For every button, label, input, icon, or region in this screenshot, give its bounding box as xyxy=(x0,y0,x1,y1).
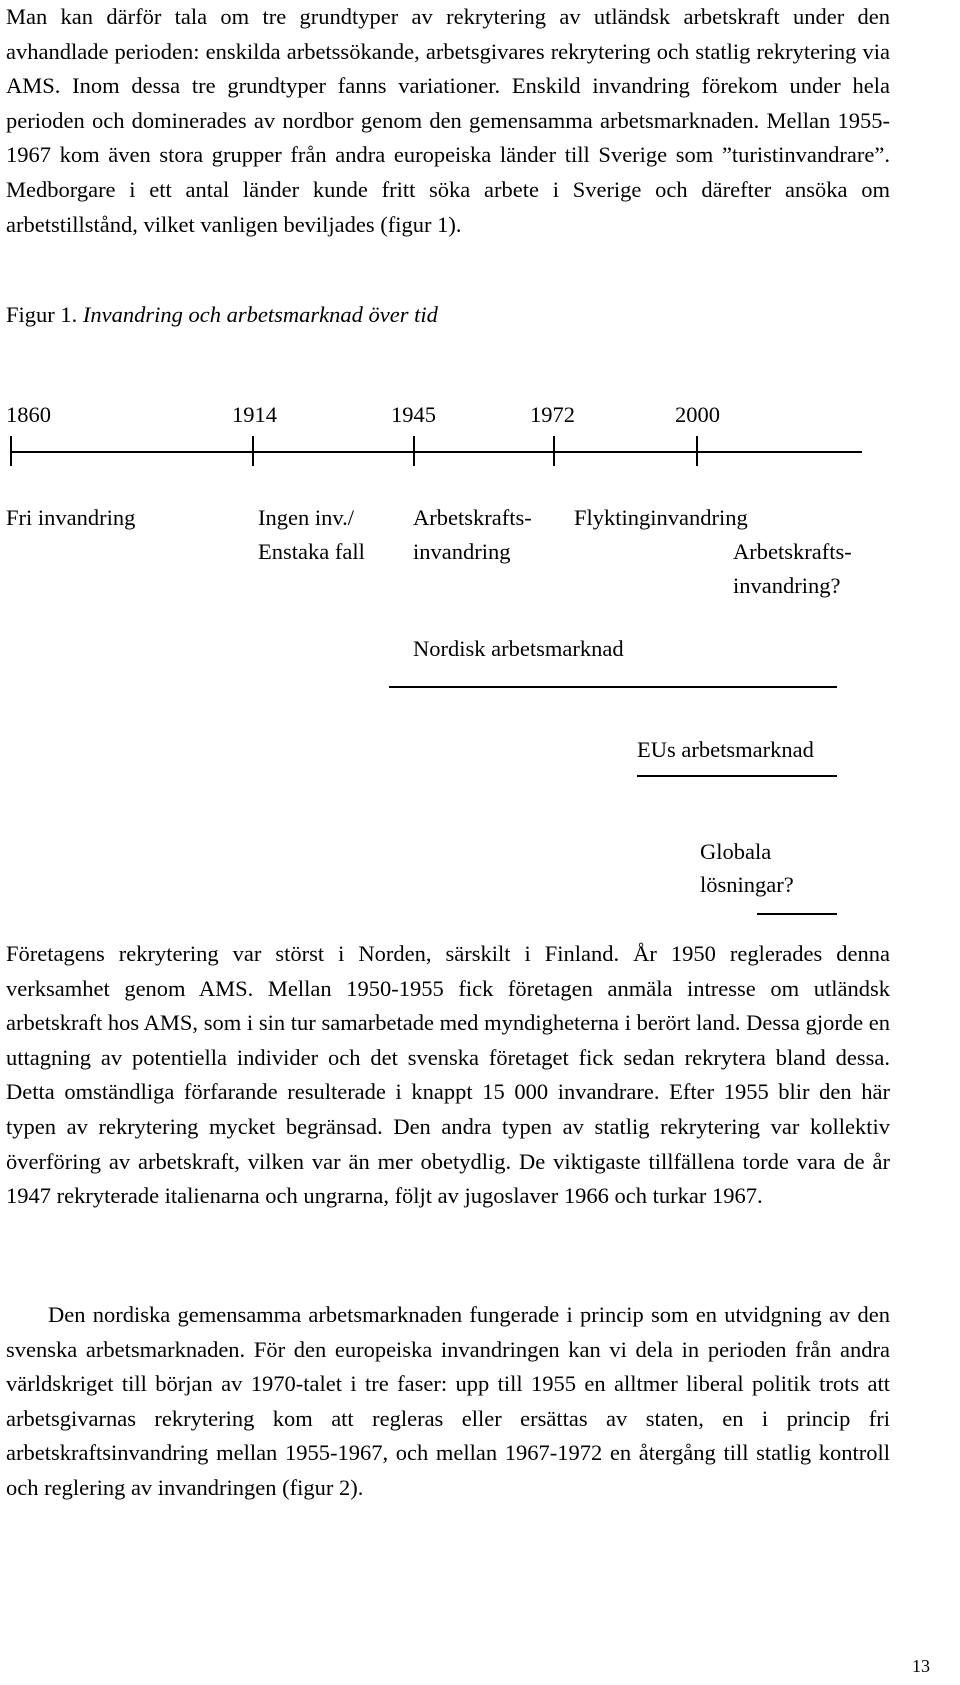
period-arbetskrafts-q-line2: invandring? xyxy=(733,573,841,598)
tick-1860 xyxy=(10,436,12,466)
period-arbetskrafts-q-line1: Arbetskrafts- xyxy=(733,539,852,564)
year-1860: 1860 xyxy=(6,402,51,427)
market-nordisk-line xyxy=(389,686,837,688)
figure-caption-label: Figur 1. xyxy=(6,302,78,327)
year-2000: 2000 xyxy=(675,402,720,427)
market-globala-line xyxy=(757,913,837,915)
tick-1914 xyxy=(252,436,254,466)
period-flyktinginvandring: Flyktinginvandring xyxy=(574,505,748,530)
timeline-axis xyxy=(10,451,862,453)
tick-1972 xyxy=(553,436,555,466)
period-ingen-line1: Ingen inv./ xyxy=(258,505,355,530)
year-1945: 1945 xyxy=(391,402,436,427)
period-ingen-line2: Enstaka fall xyxy=(258,539,365,564)
tick-1945 xyxy=(413,436,415,466)
market-eu: EUs arbetsmarknad xyxy=(637,737,814,762)
market-globala-line1: Globala xyxy=(700,839,772,864)
page-number: 13 xyxy=(912,1656,930,1676)
market-nordisk: Nordisk arbetsmarknad xyxy=(413,636,624,661)
paragraph-3: Den nordiska gemensamma arbetsmarknaden fungerade i princip som en utvidgning av den svenska arbetsmarknaden. För den europeiska invandringen kan vi dela in perioden från andra världskriget till början av 1970-talet i tre faser: upp till 1955 en alltmer liberal politik trots att arbetsgivarnas rekrytering kom att regleras eller ersättas av staten, en i princip fri arbetskraftsinvandring mellan 1955-1967, och mellan 1967-1972 en återgång till statlig kontroll och reglering av invandringen (figur 2). xyxy=(6,1302,890,1500)
year-1914: 1914 xyxy=(232,402,277,427)
market-eu-line xyxy=(637,775,837,777)
paragraph-2: Företagens rekrytering var störst i Norden, särskilt i Finland. År 1950 reglerades denna verksamhet genom AMS. Mellan 1950-1955 fick företagen anmäla intresse om utländsk arbetskraft hos AMS, som i sin tur samarbetade med myndigheterna i berört land. Dessa gjorde en uttagning av potentiella individer och det svenska företaget fick sedan rekrytera bland dessa. Detta omständliga förfarande resulterade i knappt 15 000 invandrare. Efter 1955 blir den här typen av rekrytering mycket begränsad. Den andra typen av statlig rekrytering var kollektiv överföring av arbetskraft, vilken var än mer obetydlig. De viktigaste tillfällena torde vara de år 1947 rekryterade italienarna och ungrarna, följt av jugoslaver 1966 och turkar 1967. xyxy=(6,941,890,1209)
figure-caption-title: Invandring och arbetsmarknad över tid xyxy=(82,302,438,327)
period-arbetskrafts-line1: Arbetskrafts- xyxy=(413,505,532,530)
figure-caption xyxy=(6,298,438,332)
market-globala-line2: lösningar? xyxy=(700,872,794,897)
period-fri-invandring: Fri invandring xyxy=(6,505,136,530)
period-arbetskrafts-line2: invandring xyxy=(413,539,511,564)
tick-2000 xyxy=(696,436,698,466)
paragraph-1: Man kan därför tala om tre grundtyper av rekrytering av utländsk arbetskraft under den avhandlade perioden: enskilda arbetssökande, arbetsgivares rekrytering och statlig rekrytering via AMS. Inom dessa tre grundtyper fanns variationer. Enskild invandring förekom under hela perioden och dominerades av nordbor genom den gemensamma arbetsmarknaden. Mellan 1955-1967 kom även stora grupper från andra europeiska länder till Sverige som ”turistinvandrare”. Medborgare i ett antal länder kunde fritt söka arbete i Sverige och därefter ansöka om arbetstillstånd, vilket vanligen beviljades (figur 1). xyxy=(6,4,890,237)
year-1972: 1972 xyxy=(530,402,575,427)
